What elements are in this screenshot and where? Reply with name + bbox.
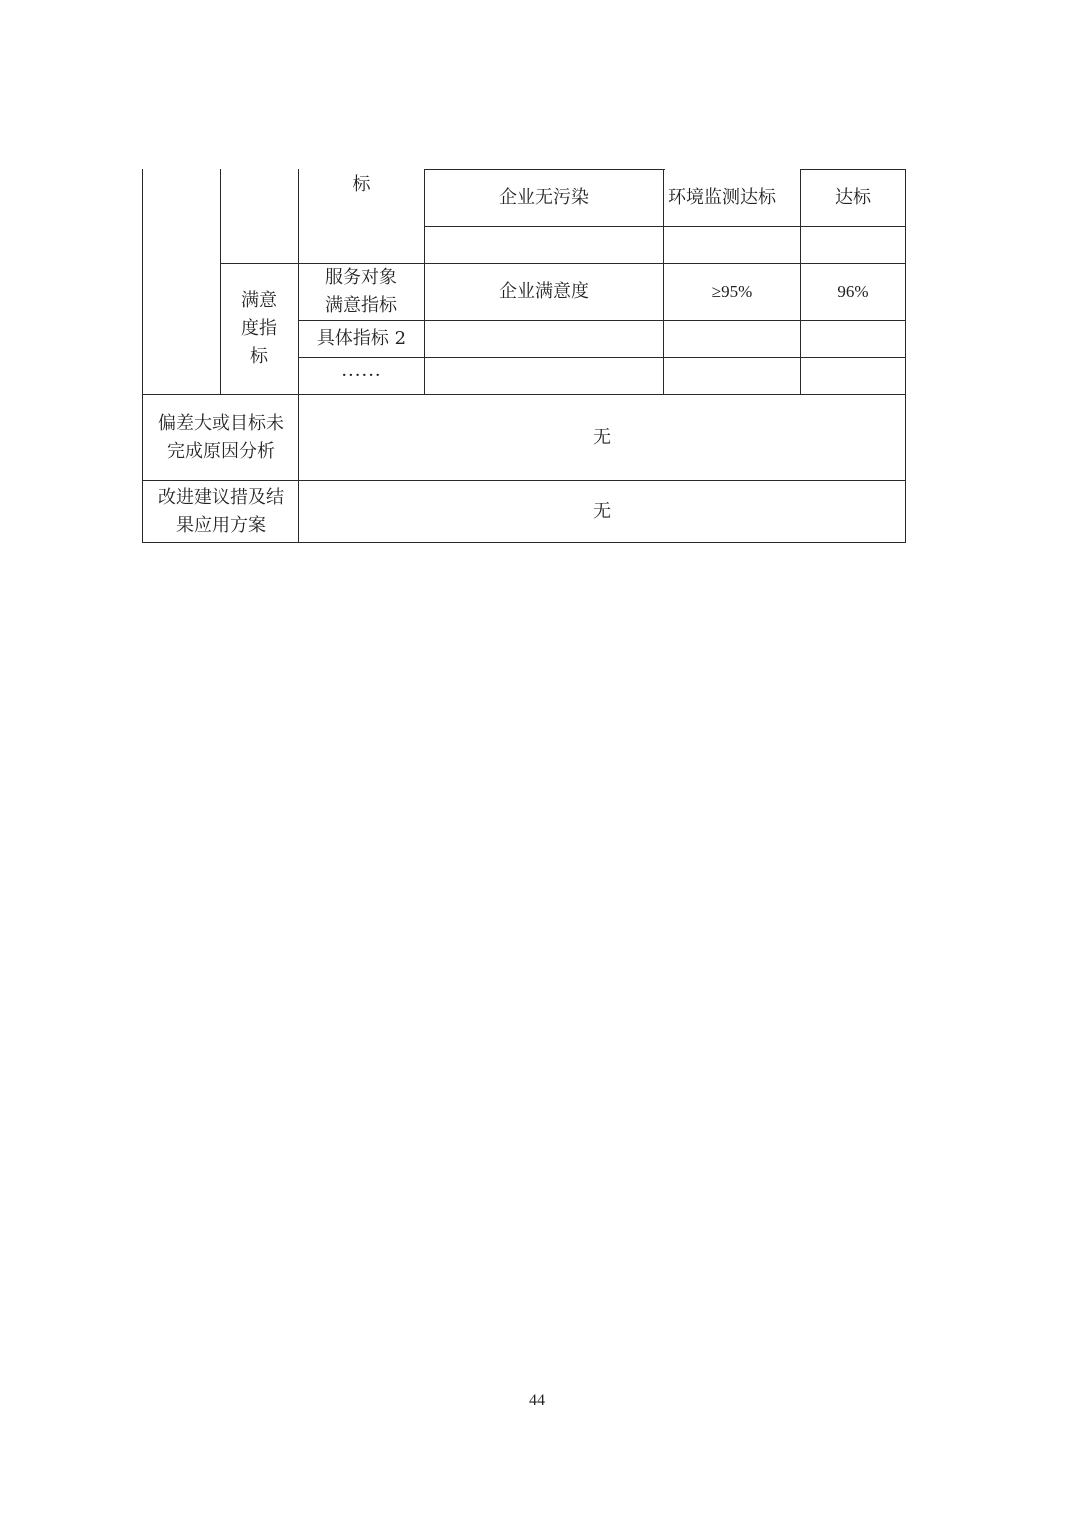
table-border <box>905 169 906 543</box>
table-border <box>142 169 143 543</box>
improvement-label: 改进建议措及结果应用方案 <box>158 486 284 536</box>
page-number: 44 <box>529 1392 545 1409</box>
specific-indicator-cell: 企业满意度 <box>499 281 589 302</box>
deviation-value: 无 <box>593 426 611 448</box>
target-value-cell: 环境监测达标 <box>668 187 776 208</box>
indicator-name-cell: 具体指标 2 <box>316 328 407 349</box>
indicator-name-cell: 标 <box>352 174 371 195</box>
table-border <box>220 169 221 395</box>
improvement-value: 无 <box>593 500 611 522</box>
indicator-name-cell: ······ <box>341 365 382 386</box>
table-border <box>424 226 906 227</box>
actual-value-cell: 96% <box>837 282 869 301</box>
deviation-label: 偏差大或目标未完成原因分析 <box>158 412 284 462</box>
target-value-cell: ≥95% <box>711 282 753 301</box>
indicator-name-cell: 服务对象满意指标 <box>325 267 397 316</box>
actual-value-cell: 达标 <box>835 187 871 208</box>
specific-indicator-cell: 企业无污染 <box>499 187 589 208</box>
satisfaction-category-cell: 满意度指标 <box>241 290 277 367</box>
table-border <box>142 542 906 543</box>
